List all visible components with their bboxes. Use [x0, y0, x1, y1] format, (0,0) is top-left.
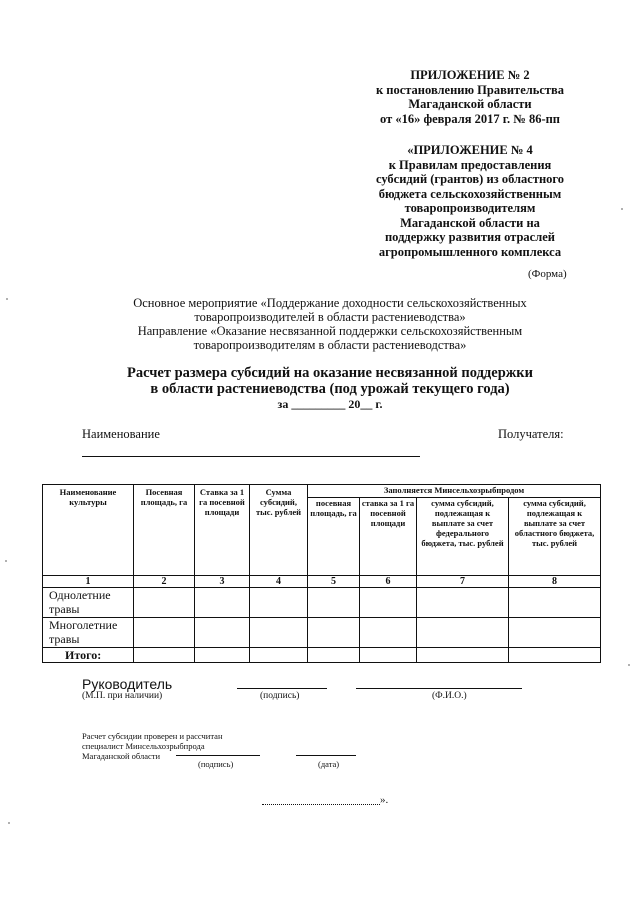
header-ministry-area: посевная площадь, га: [308, 498, 360, 576]
appendix4-line-5: Магаданской области на: [400, 215, 540, 230]
scan-speck: [8, 822, 10, 824]
column-number: 7: [417, 576, 509, 588]
table-cell[interactable]: [360, 588, 417, 618]
recipient-label: Получателя:: [498, 427, 564, 441]
column-number: 2: [134, 576, 195, 588]
fio-caption: (Ф.И.О.): [432, 691, 467, 701]
column-number: 8: [509, 576, 601, 588]
appendix4-line-4: товаропроизводителям: [404, 201, 536, 215]
date-line: [296, 755, 356, 756]
signature-line-2: [176, 755, 260, 756]
date-caption: (дата): [318, 759, 340, 769]
measure-line-4: товаропроизводителям в области растениеводства»: [193, 338, 467, 352]
table-cell[interactable]: [417, 588, 509, 618]
closing-line: [262, 804, 380, 805]
row-label-perennial-grasses: Многолетние травы: [43, 618, 134, 648]
table-cell[interactable]: [509, 588, 601, 618]
checked-line-3: Магаданской области: [82, 751, 161, 761]
table-cell[interactable]: [134, 618, 195, 648]
table-row: [43, 588, 601, 618]
table-cell[interactable]: [308, 648, 360, 663]
scan-speck: [628, 664, 630, 666]
appendix2-line-3: от «16» февраля 2017 г. № 86-пп: [379, 111, 561, 126]
measure-line-2: товаропроизводителей в области растениеводства»: [194, 310, 466, 324]
scan-speck: [5, 560, 7, 562]
column-number: 6: [360, 576, 417, 588]
mp-label: (М.П. при наличии): [82, 691, 163, 701]
table-cell[interactable]: [250, 648, 308, 663]
closing-mark: ».: [380, 794, 389, 806]
table-cell[interactable]: [250, 588, 308, 618]
appendix2-title: ПРИЛОЖЕНИЕ № 2: [410, 68, 530, 82]
fio-line: [356, 688, 522, 689]
column-number: 5: [308, 576, 360, 588]
subsidy-table: [42, 484, 601, 663]
header-crop: Наименование культуры: [43, 485, 134, 576]
appendix2-line-2: Магаданской области: [408, 97, 532, 111]
table-row: [43, 618, 601, 648]
table-cell[interactable]: [308, 588, 360, 618]
header-rate: Ставка за 1 га посевной площади: [195, 485, 250, 576]
appendix4-line-2: субсидий (грантов) из областного: [375, 172, 565, 186]
header-sum: Сумма субсидий, тыс. рублей: [250, 485, 308, 576]
table-cell[interactable]: [509, 618, 601, 648]
scan-speck: [6, 298, 8, 300]
header-area: Посевная площадь, га: [134, 485, 195, 576]
signature-caption: (подпись): [260, 691, 300, 701]
naming-underline: [82, 456, 420, 457]
table-cell[interactable]: [134, 648, 195, 663]
table-cell[interactable]: [417, 618, 509, 648]
appendix4-line-7: агропромышленного комплекса: [378, 244, 562, 259]
table-cell[interactable]: [308, 618, 360, 648]
header-ministry-regional: сумма субсидий, подлежащая к выплате за счет областного бюджета, тыс. рублей: [509, 498, 601, 576]
header-ministry-rate: ставка за 1 га посевной площади: [360, 498, 417, 576]
head-label: Руководитель: [82, 676, 173, 692]
row-label-annual-grasses: Однолетние травы: [43, 588, 134, 618]
scan-speck: [621, 208, 623, 210]
table-cell[interactable]: [360, 648, 417, 663]
table-cell[interactable]: [417, 648, 509, 663]
doc-title-line-2: в области растениеводства (под урожай текущего года): [150, 380, 510, 397]
appendix4-line-6: поддержку развития отраслей: [384, 230, 555, 244]
table-row-total: [43, 648, 601, 663]
column-number: 1: [43, 576, 134, 588]
doc-title-line-3: за _________ 20__ г.: [277, 397, 383, 411]
table-cell[interactable]: [195, 648, 250, 663]
row-label-total: Итого:: [43, 648, 134, 663]
table-cell[interactable]: [195, 618, 250, 648]
appendix4-line-1: к Правилам предоставления: [388, 157, 552, 172]
column-number: 3: [195, 576, 250, 588]
column-number: 4: [250, 576, 308, 588]
signature-line: [237, 688, 327, 689]
table-cell[interactable]: [134, 588, 195, 618]
naming-label: Наименование: [82, 427, 160, 441]
table-cell[interactable]: [509, 648, 601, 663]
table-cell[interactable]: [360, 618, 417, 648]
appendix4-title: «ПРИЛОЖЕНИЕ № 4: [407, 143, 533, 157]
checked-line-2: специалист Минсельхозрыбпрода: [82, 741, 205, 751]
header-ministry-federal: сумма субсидий, подлежащая к выплате за счет федерального бюджета, тыс. рублей: [417, 498, 509, 576]
measure-line-1: Основное мероприятие «Поддержание доходности сельскохозяйственных: [133, 296, 527, 310]
table-cell[interactable]: [195, 588, 250, 618]
measure-line-3: Направление «Оказание несвязанной поддержки сельскохозяйственным: [137, 324, 523, 338]
table-cell[interactable]: [250, 618, 308, 648]
appendix4-line-3: бюджета сельскохозяйственным: [378, 186, 562, 201]
appendix2-line-1: к постановлению Правительства: [375, 82, 565, 97]
checked-line-1: Расчет субсидии проверен и рассчитан: [82, 731, 223, 741]
signature-caption-2: (подпись): [198, 759, 234, 769]
doc-title-line-1: Расчет размера субсидий на оказание несвязанной поддержки: [126, 365, 533, 381]
header-ministry: Заполняется Минсельхозрыбпродом: [308, 485, 601, 498]
form-label: (Форма): [528, 268, 567, 280]
